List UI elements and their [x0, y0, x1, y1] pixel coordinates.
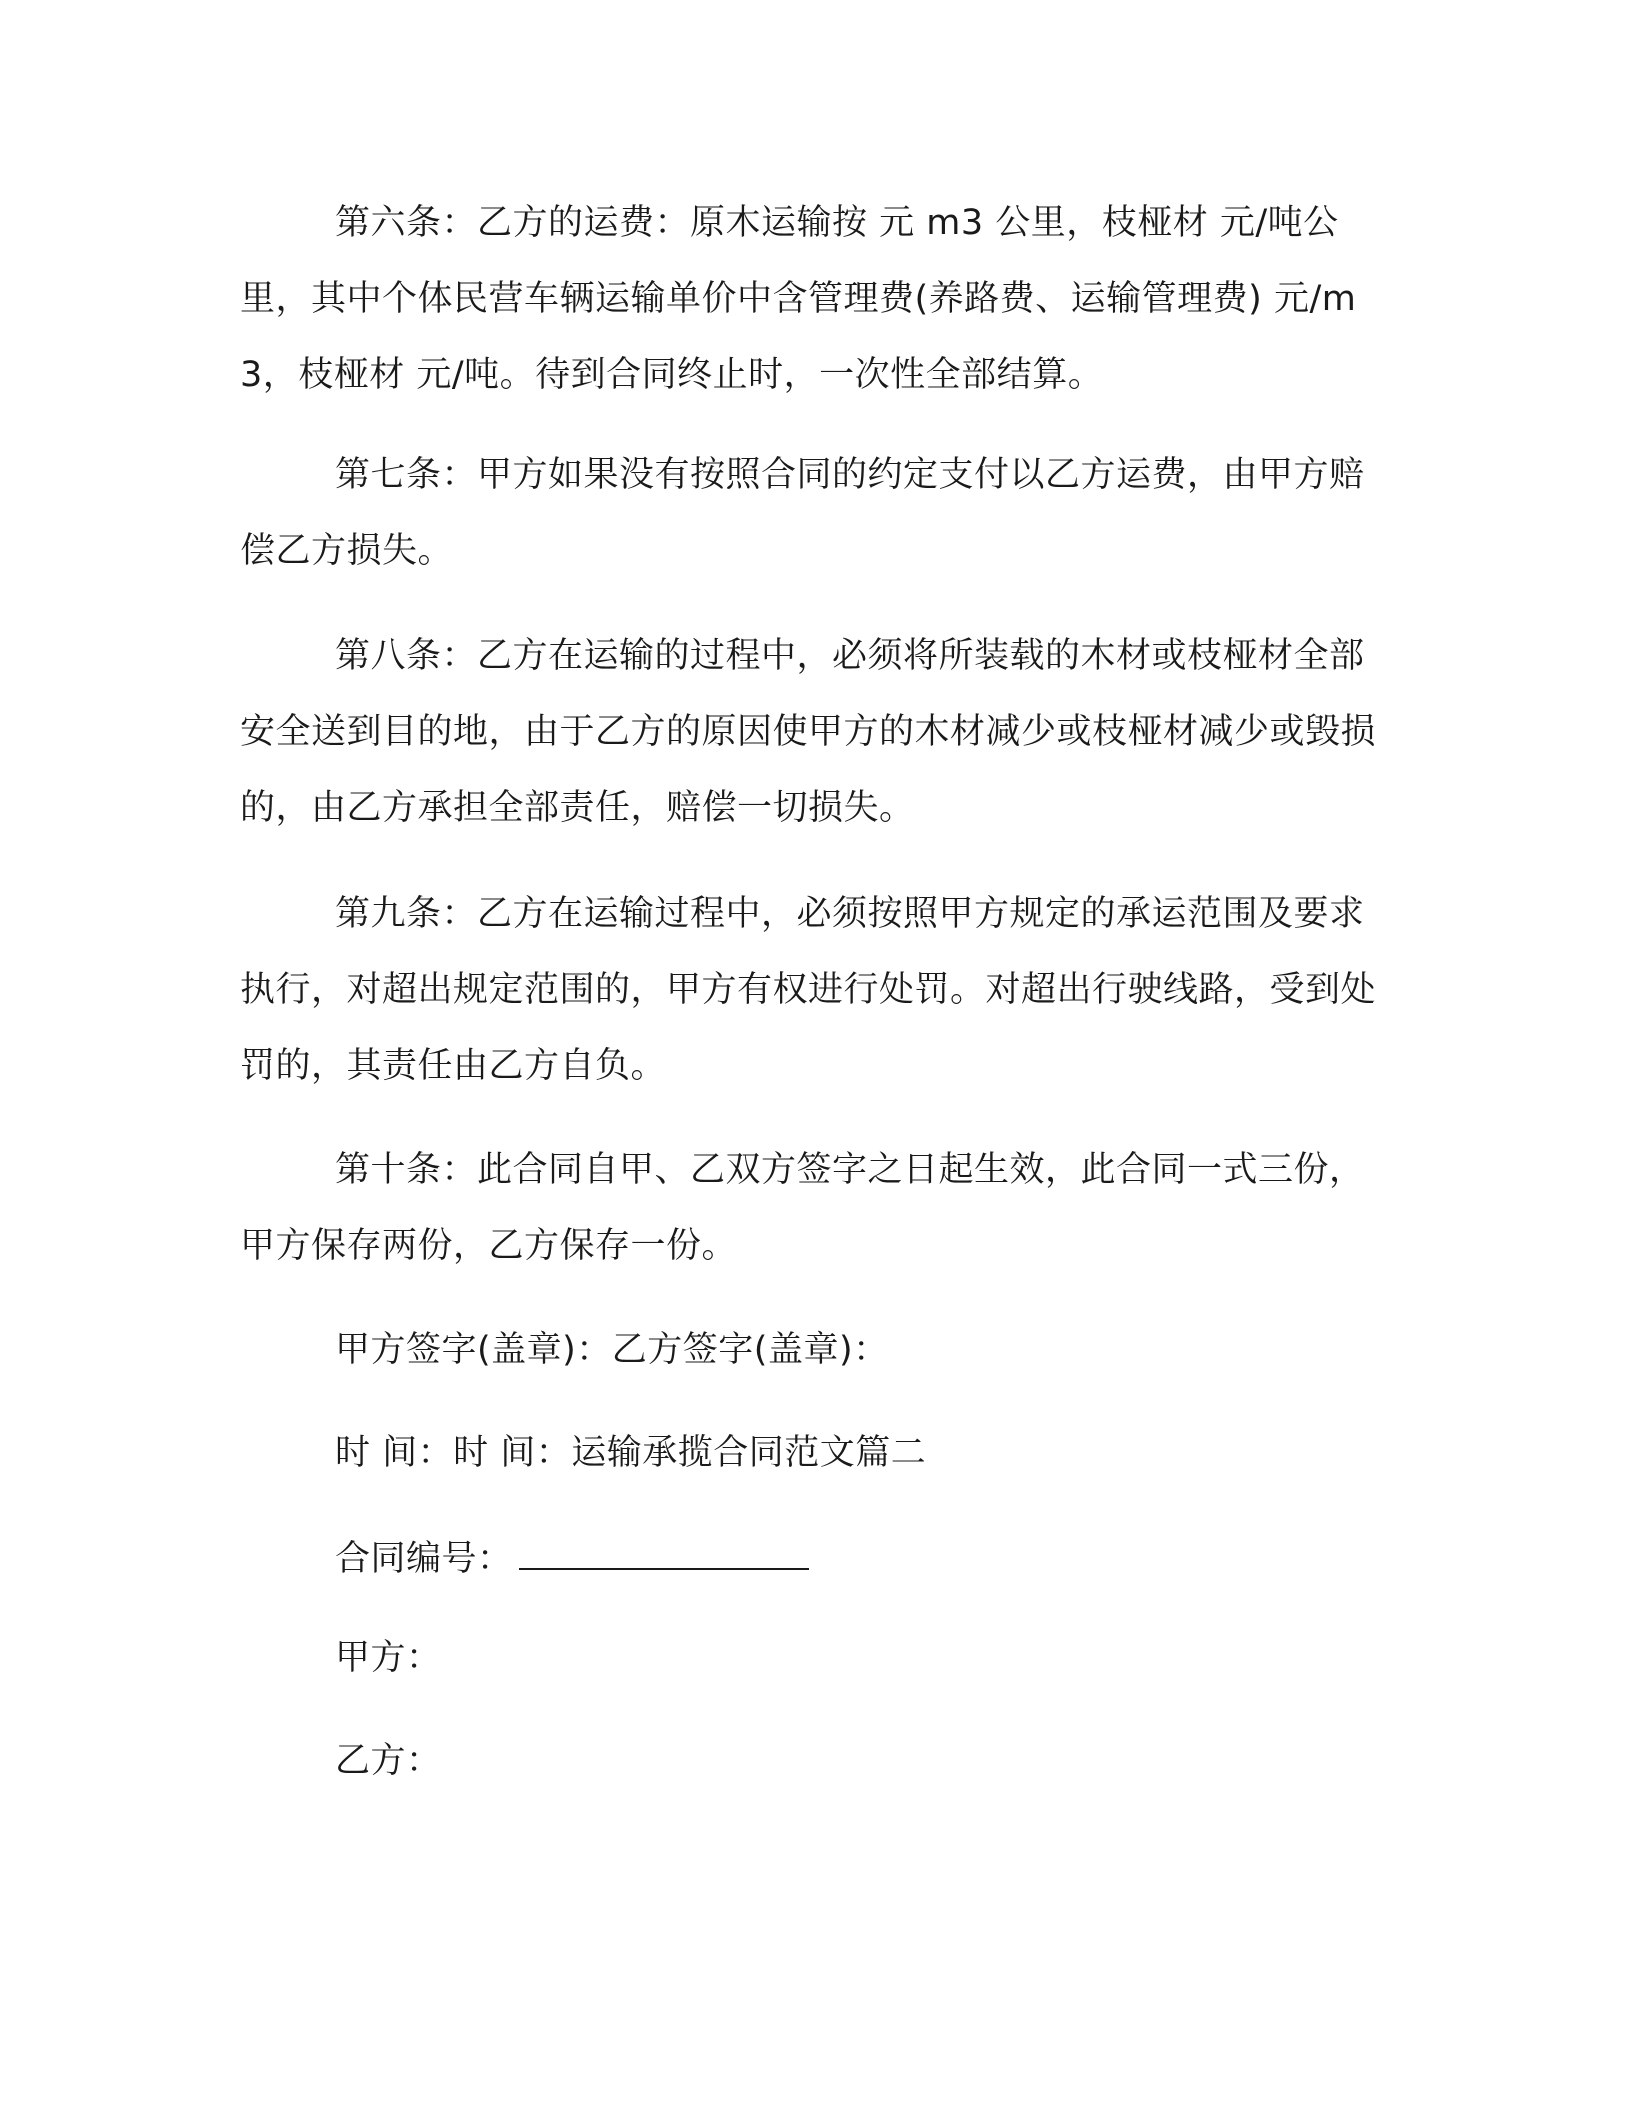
article-9: 第九条：乙方在运输过程中，必须按照甲方规定的承运范围及要求执行，对超出规定范围的，甲方有权进行处罚。对超出行驶线路，受到处罚的，其责任由乙方自负。 [240, 894, 1377, 1086]
contract-number-line [335, 1530, 809, 1584]
article-6: 第六条：乙方的运费：原木运输按 元 m3 公里，枝桠材 元/吨公里，其中个体民营车辆运输单价中含管理费(养路费、运输管理费) 元/m3，枝桠材 元/吨。待到合同终止时，一次性全部结算。 [240, 203, 1357, 395]
article-7: 第七条：甲方如果没有按照合同的约定支付以乙方运费，由甲方赔偿乙方损失。 [240, 455, 1365, 571]
article-10: 第十条：此合同自甲、乙双方签字之日起生效，此合同一式三份，甲方保存两份，乙方保存一份。 [240, 1150, 1365, 1266]
party-b-label: 乙方： [335, 1741, 442, 1781]
signature-line: 甲方签字(盖章)：乙方签字(盖章)： [335, 1330, 889, 1370]
party-a-label: 甲方： [335, 1638, 442, 1678]
contract-number-blank [519, 1530, 809, 1570]
contract-number-label: 合同编号： [335, 1539, 513, 1579]
article-8: 第八条：乙方在运输的过程中，必须将所装载的木材或枝桠材全部安全送到目的地，由于乙方的原因使甲方的木材减少或枝桠材减少或毁损的，由乙方承担全部责任，赔偿一切损失。 [240, 636, 1377, 828]
time-line: 时 间：时 间：运输承揽合同范文篇二 [335, 1433, 927, 1473]
